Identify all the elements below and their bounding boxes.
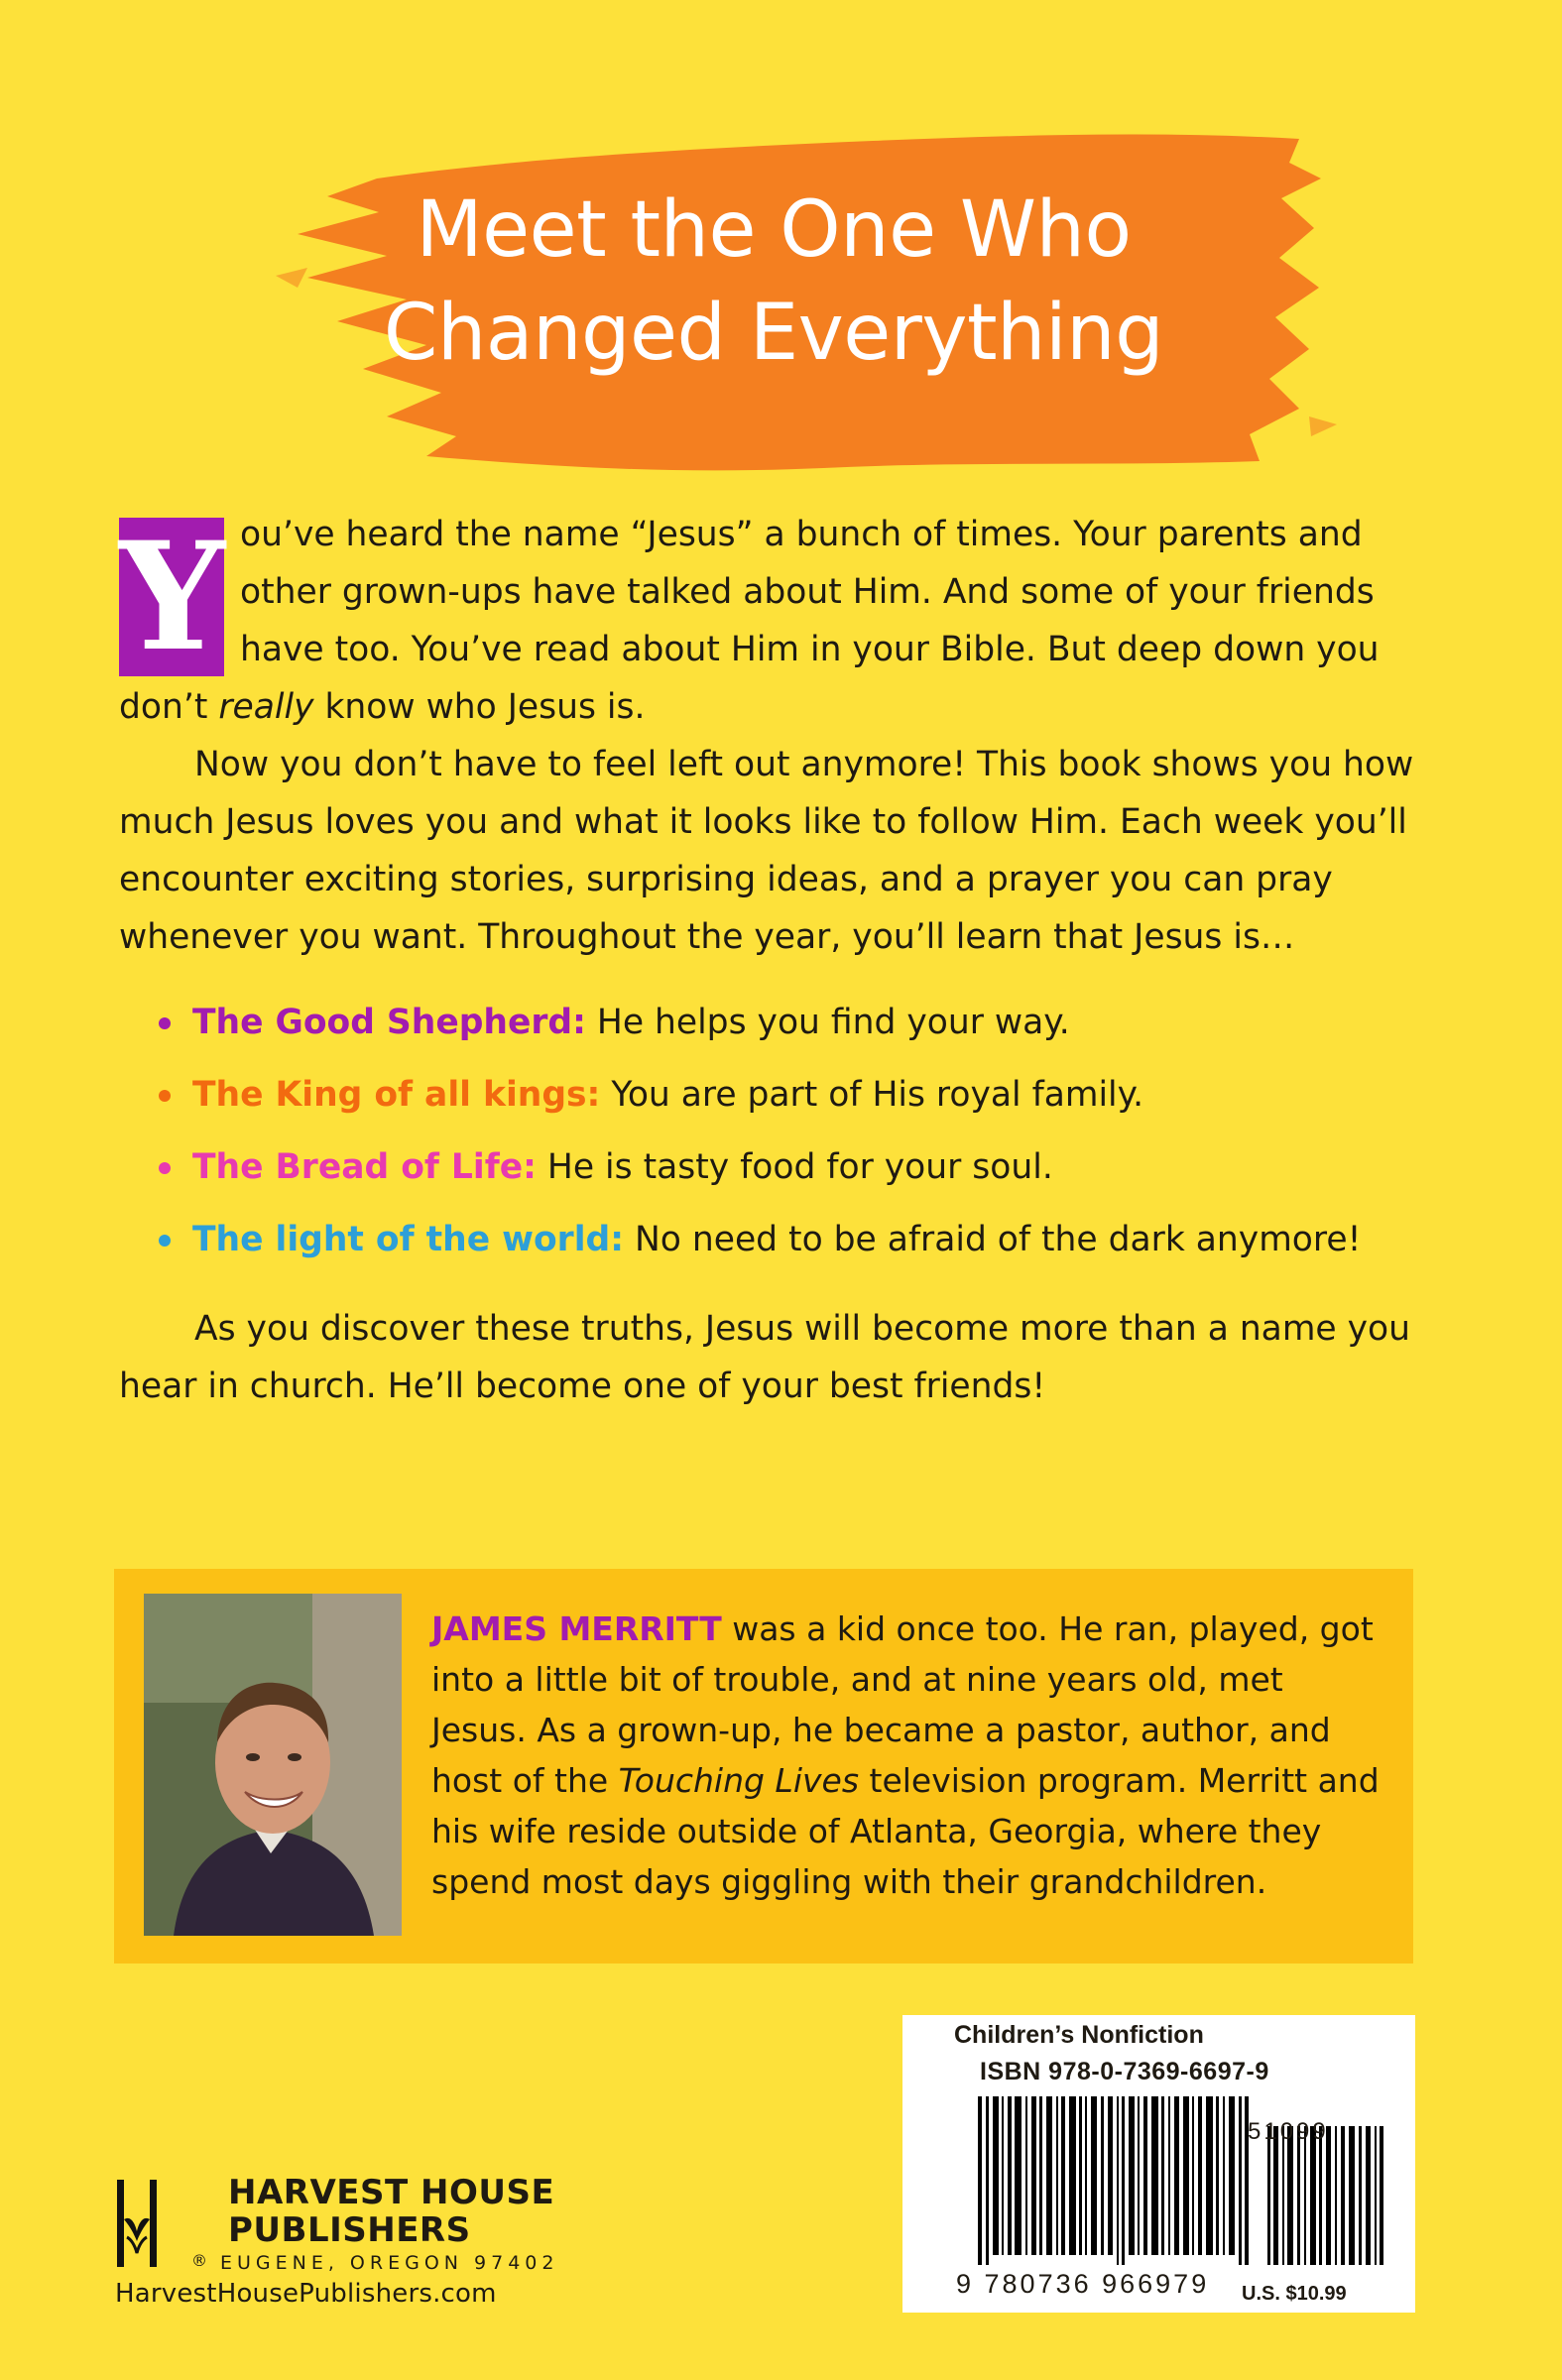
- list-text: You are part of His royal family.: [600, 1075, 1144, 1115]
- program-title: Touching Lives: [618, 1761, 860, 1800]
- second-paragraph: Now you don’t have to feel left out anymore! This book shows you how much Jesus loves you and what it looks like to follow Him. Each week you’ll encounter exciting stories, surprising ideas, and a prayer you can pray whenever you want. Throughout the year, you’ll learn that Jesus is…: [119, 745, 1414, 957]
- list-term: The light of the world:: [192, 1220, 625, 1259]
- publisher-name-line-1: HARVEST HOUSE: [228, 2173, 555, 2212]
- barcode-icon: [978, 2096, 1394, 2267]
- list-item: [192, 1144, 1418, 1190]
- list-item: [192, 1072, 1418, 1118]
- headline-line-2: Changed Everything: [383, 289, 1164, 378]
- jesus-names-list: [119, 1000, 1418, 1262]
- harvest-house-logo-icon: [117, 2180, 157, 2267]
- list-term: The Bread of Life:: [192, 1147, 537, 1187]
- author-bio-b: television program. Merritt and his wife reside outside of Atlanta, Georgia, where they spend most days giggling with their grandchildren.: [431, 1761, 1380, 1901]
- bullet-dot: [159, 1162, 171, 1174]
- bullet-dot: [159, 1090, 171, 1102]
- headline-line-1: Meet the One Who: [416, 185, 1132, 275]
- book-category: Children’s Nonfiction: [954, 2021, 1204, 2049]
- publisher-url: HarvestHousePublishers.com: [115, 2279, 497, 2309]
- author-bio-a: was a kid once too. He ran, played, got into a little bit of trouble, and at nine years old, met Jesus. As a grown-up, he became a pastor, author, and host of the: [431, 1609, 1374, 1800]
- dropcap: Y: [119, 510, 226, 684]
- list-term: The King of all kings:: [192, 1075, 601, 1115]
- publisher-name: [228, 2174, 554, 2249]
- intro-text-a: ou’ve heard the name “Jesus” a bunch of times. Your parents and other grown-ups have talked about Him. And some of your friends have too. You’ve read about Him in your Bible. But deep down you don’t: [119, 515, 1380, 727]
- list-item: [192, 1000, 1418, 1045]
- barcode-addon-digits: 51099: [1248, 2118, 1329, 2145]
- blurb: [119, 506, 1418, 1415]
- list-text: He helps you find your way.: [585, 1003, 1070, 1042]
- author-bio: [431, 1604, 1383, 1907]
- price: U.S. $10.99: [1242, 2283, 1347, 2305]
- closing-paragraph: As you discover these truths, Jesus will become more than a name you hear in church. He’ll become one of your best friends!: [119, 1309, 1411, 1406]
- intro-emphasis: really: [218, 687, 314, 727]
- publisher-name-line-2: PUBLISHERS: [228, 2210, 471, 2250]
- list-item: [192, 1217, 1418, 1262]
- intro-text-b: know who Jesus is.: [313, 687, 646, 727]
- bullet-dot: [159, 1235, 171, 1247]
- isbn-text: ISBN 978-0-7369-6697-9: [980, 2058, 1269, 2085]
- barcode-digits: 9 780736 966979: [956, 2269, 1210, 2299]
- intro-paragraph: [119, 506, 1418, 736]
- author-photo: [144, 1594, 402, 1936]
- list-text: No need to be afraid of the dark anymore!: [624, 1220, 1362, 1259]
- publisher-city: EUGENE, OREGON 97402: [220, 2252, 559, 2274]
- list-term: The Good Shepherd:: [192, 1003, 586, 1042]
- bullet-dot: [159, 1017, 171, 1029]
- author-bio-box: [114, 1569, 1413, 1964]
- barcode-block: [902, 2015, 1415, 2313]
- registered-mark: ®: [191, 2251, 207, 2270]
- list-text: He is tasty food for your soul.: [536, 1147, 1053, 1187]
- author-name: JAMES MERRITT: [431, 1609, 722, 1648]
- cover-headline: [268, 178, 1279, 385]
